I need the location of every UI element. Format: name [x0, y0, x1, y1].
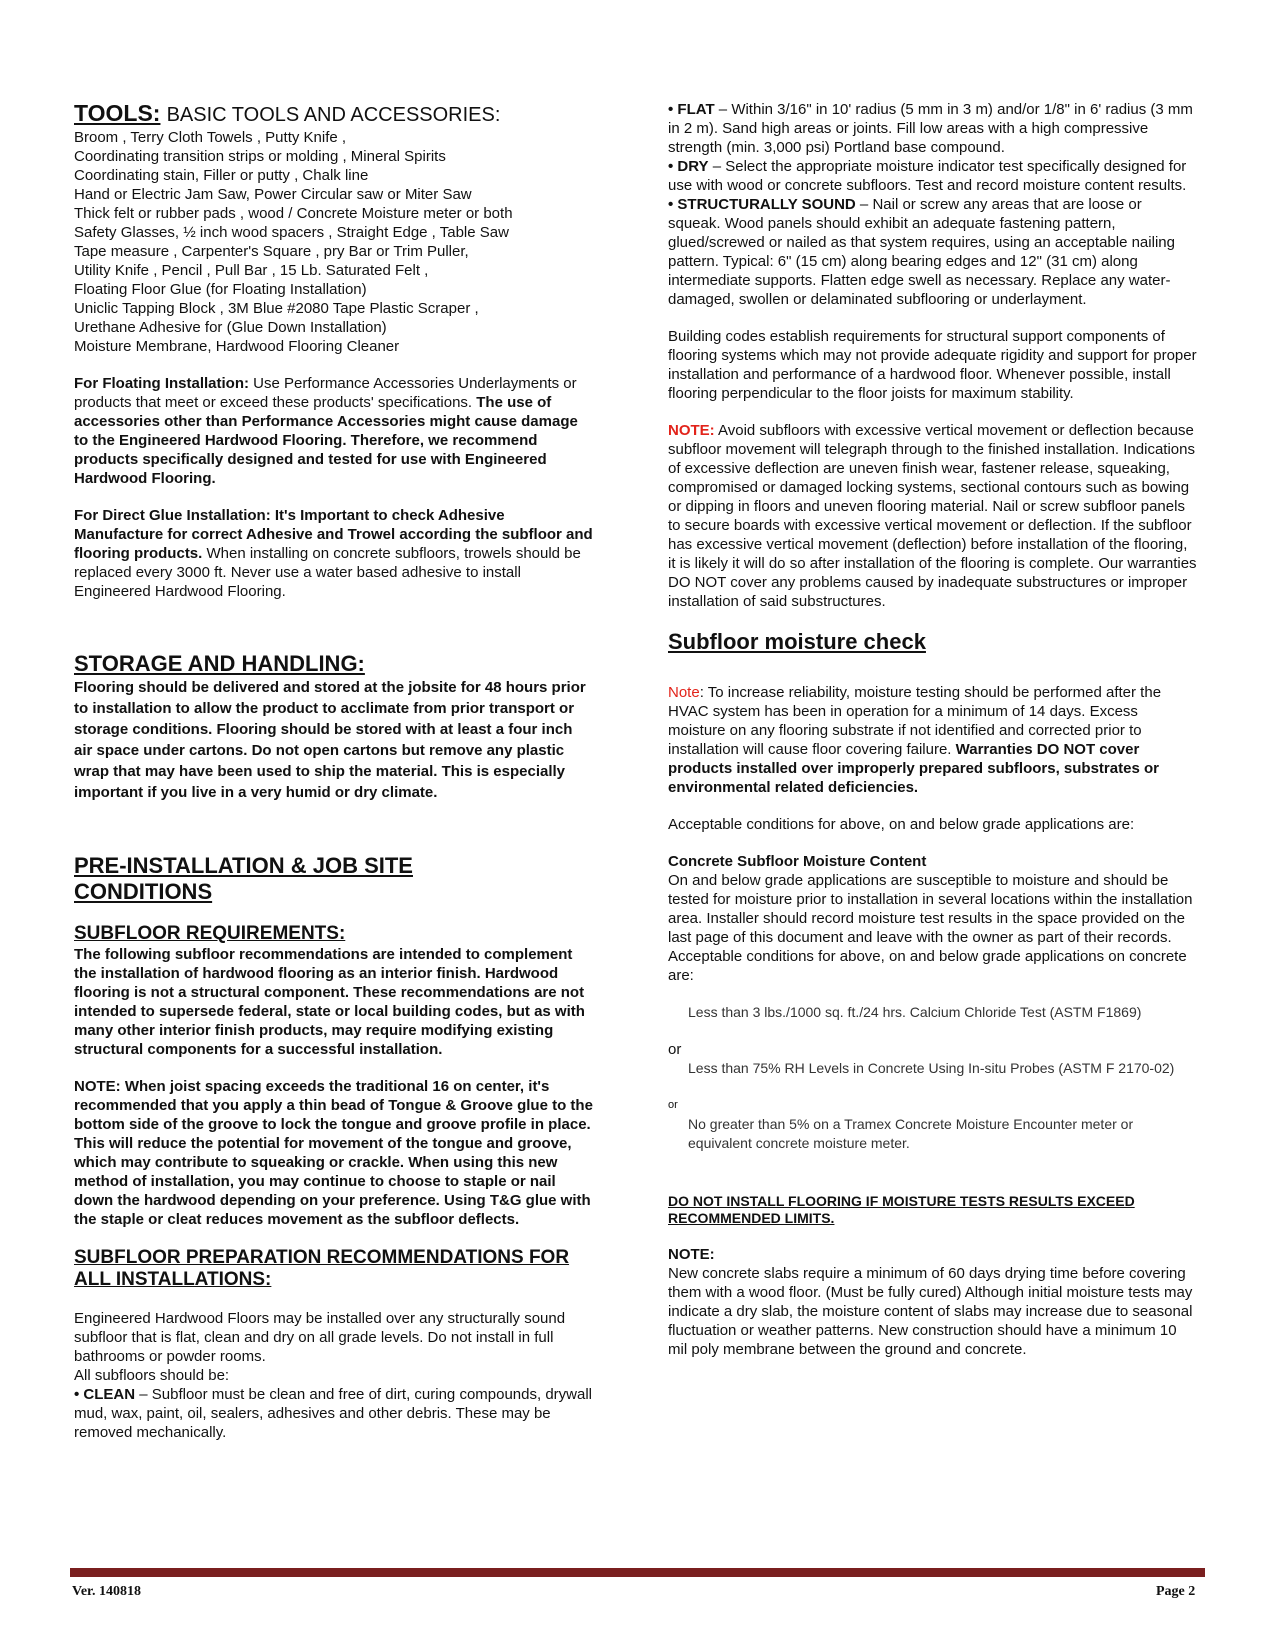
note3-label: NOTE:: [668, 1246, 715, 1263]
sound-text: – Nail or screw any areas that are loose or squeak. Wood panels should exhibit an adequate fastening pattern, glued/screwed or nailed as that system requires, using an acceptable nailing pattern. Typical: 6" (15 cm) along bearing edges and 12" (31 cm) along intermediate supports. Flatten edge swell as necessary. Replace any water-damaged, swollen or delaminated subflooring or underlayment.: [668, 196, 1175, 308]
tools-line: Tape measure , Carpenter's Square , pry Bar or Trim Puller,: [74, 243, 469, 260]
tools-list: [74, 128, 594, 356]
tools-line: Thick felt or rubber pads , wood / Concrete Moisture meter or both: [74, 205, 513, 222]
acceptable-text: Acceptable conditions for above, on and below grade applications are:: [668, 816, 1135, 833]
note2-label: Note: [668, 684, 700, 701]
or-2: or: [668, 1099, 678, 1111]
glue-text: When installing on concrete subfloors, trowels should be replaced every 3000 ft. Never use a water based adhesive to install Engineered Hardwood Flooring.: [74, 545, 581, 600]
floating-paragraph: [74, 374, 594, 488]
tools-line: Safety Glasses, ½ inch wood spacers , Straight Edge , Table Saw: [74, 224, 509, 241]
or-1: or: [668, 1041, 682, 1058]
tools-line: Urethane Adhesive for (Glue Down Installation): [74, 319, 387, 336]
moisture-note: [668, 683, 1198, 797]
moisture-warning: DO NOT INSTALL FLOORING IF MOISTURE TESTS RESULTS EXCEED RECOMMENDED LIMITS.: [668, 1193, 1135, 1226]
sound-label: • STRUCTURALLY SOUND: [668, 196, 856, 213]
tools-line: Broom , Terry Cloth Towels , Putty Knife ,: [74, 129, 347, 146]
tools-line: Floating Floor Glue (for Floating Installation): [74, 281, 367, 298]
tools-line: Coordinating transition strips or molding , Mineral Spirits: [74, 148, 446, 165]
dry-text: – Select the appropriate moisture indicator test specifically designed for use with wood or concrete subfloors. Test and record moisture content results.: [668, 158, 1187, 194]
note2-text: : To increase reliability, moisture testing should be performed after the HVAC system has been in operation for a minimum of 14 days. Excess moisture on any flooring substrate if not identified and corrected prior to installation will cause floor covering failure.: [668, 684, 1162, 758]
flat-paragraph: [668, 100, 1198, 157]
tools-line: Hand or Electric Jam Saw, Power Circular saw or Miter Saw: [74, 186, 472, 203]
floating-bold: The use of accessories other than Performance Accessories might cause damage to the Engineered Hardwood Flooring. Therefore, we recommend products specifically designed and tested for use with Engineered Hardwood Flooring.: [74, 394, 578, 487]
floating-text: Use Performance Accessories Underlayments or products that meet or exceed these products' specifications.: [74, 375, 577, 411]
storage-heading: STORAGE AND HANDLING:: [74, 651, 365, 676]
warranty-bold: Warranties DO NOT cover products installed over improperly prepared subfloors, substrates or environmental related deficiencies.: [668, 741, 1159, 796]
tools-heading: [74, 100, 594, 128]
note-label: NOTE:: [668, 422, 715, 439]
concrete-text: On and below grade applications are susceptible to moisture and should be tested for moisture prior to installation in several locations within the installation area. Installer should record moisture test results in the space provided on the last page of this document and leave with the owner as part of their records. Acceptable conditions for above, on and below grade applications on concrete are:: [668, 872, 1193, 984]
dry-label: • DRY: [668, 158, 709, 175]
deflection-note: [668, 421, 1198, 611]
moisture-heading: Subfloor moisture check: [668, 629, 926, 654]
right-column: [668, 100, 1198, 1359]
clean-paragraph: [74, 1385, 594, 1442]
tools-line: Utility Knife , Pencil , Pull Bar , 15 Lb. Saturated Felt ,: [74, 262, 429, 279]
prep-text: Engineered Hardwood Floors may be installed over any structurally sound subfloor that is flat, clean and dry on all grade levels. Do not install in full bathrooms or powder rooms.: [74, 1310, 566, 1365]
page-number: Page 2: [1156, 1584, 1196, 1599]
concrete-heading: Concrete Subfloor Moisture Content: [668, 853, 927, 870]
subfloor-req-heading: SUBFLOOR REQUIREMENTS:: [74, 923, 346, 944]
prep-should: All subfloors should be:: [74, 1367, 230, 1384]
tools-title: TOOLS:: [74, 100, 161, 126]
flat-label: • FLAT: [668, 101, 715, 118]
subfloor-req-text: The following subfloor recommendations are intended to complement the installation of hardwood flooring as an interior finish. Hardwood flooring is not a structural component. These recommendations are not intended to supersede federal, state or local building codes, but as with many other interior finish products, may require modifying existing structural components for a successful installation.: [74, 946, 585, 1058]
clean-text: – Subfloor must be clean and free of dirt, curing compounds, drywall mud, wax, paint, oil, sealers, adhesives and other debris. These may be removed mechanically.: [74, 1386, 593, 1441]
version-label: Ver. 140818: [72, 1584, 141, 1599]
clean-label: • CLEAN: [74, 1386, 136, 1403]
preinstall-heading: PRE-INSTALLATION & JOB SITE CONDITIONS: [74, 853, 413, 904]
dry-paragraph: [668, 157, 1198, 195]
sound-paragraph: [668, 195, 1198, 309]
left-column: [74, 100, 594, 1442]
prep-heading: SUBFLOOR PREPARATION RECOMMENDATIONS FOR ALL INSTALLATIONS:: [74, 1247, 570, 1290]
test-3: No greater than 5% on a Tramex Concrete Moisture Encounter meter or equivalent concrete moisture meter.: [688, 1116, 1134, 1151]
flat-text: – Within 3/16" in 10' radius (5 mm in 3 m) and/or 1/8" in 6' radius (3 mm in 2 m). Sand high areas or joints. Fill low areas with a high compressive strength (min. 3,000 psi) Portland base compound.: [668, 101, 1193, 156]
footer-bar: [70, 1568, 1205, 1577]
tools-line: Coordinating stain, Filler or putty , Chalk line: [74, 167, 369, 184]
floating-label: For Floating Installation:: [74, 375, 249, 392]
tools-line: Uniclic Tapping Block , 3M Blue #2080 Tape Plastic Scraper ,: [74, 300, 479, 317]
test-2: Less than 75% RH Levels in Concrete Using In-situ Probes (ASTM F 2170-02): [688, 1060, 1175, 1076]
tools-line: Moisture Membrane, Hardwood Flooring Cleaner: [74, 338, 400, 355]
storage-text: Flooring should be delivered and stored at the jobsite for 48 hours prior to installation to allow the product to acclimate from prior transport or storage conditions. Flooring should be stored with at least a four inch air space under cartons. Do not open cartons but remove any plastic wrap that may have been used to ship the material. This is especially important if you live in a very humid or dry climate.: [74, 679, 586, 801]
glue-bold: For Direct Glue Installation: It's Important to check Adhesive Manufacture for correct Adhesive and Trowel according the subfloor and flooring products.: [74, 507, 593, 562]
glue-paragraph: [74, 506, 594, 601]
note-text: Avoid subfloors with excessive vertical movement or deflection because subfloor movement will telegraph through to the finished installation. Indications of excessive deflection are uneven finish wear, fastener release, squeaking, compromised or damaged locking systems, sectional contours such as bowing or dipping in floors and uneven flooring material. Nail or screw subfloor panels to secure boards with excessive vertical movement or deflection. If the subfloor has excessive vertical movement (deflection) before installation of the flooring, it is likely it will do so after installation of the flooring is complete. Our warranties DO NOT cover any problems caused by inadequate substructures or improper installation of said substructures.: [668, 422, 1197, 610]
note3-text: New concrete slabs require a minimum of 60 days drying time before covering them with a wood floor. (Must be fully cured) Although initial moisture tests may indicate a dry slab, the moisture content of slabs may increase due to seasonal fluctuation or weather patterns. New construction should have a minimum 10 mil poly membrane between the ground and concrete.: [668, 1265, 1193, 1358]
tools-subtitle: BASIC TOOLS AND ACCESSORIES:: [166, 104, 501, 126]
joist-note: NOTE: When joist spacing exceeds the traditional 16 on center, it's recommended that you apply a thin bead of Tongue & Groove glue to the bottom side of the groove to lock the tongue and groove profile in place. This will reduce the potential for movement of the tongue and groove, which may contribute to squeaking or crackle. When using this new method of installation, you may continue to choose to staple or nail down the hardwood depending on your preference. Using T&G glue with the staple or cleat reduces movement as the subfloor deflects.: [74, 1078, 593, 1228]
test-1: Less than 3 lbs./1000 sq. ft./24 hrs. Calcium Chloride Test (ASTM F1869): [688, 1004, 1142, 1020]
codes-text: Building codes establish requirements for structural support components of flooring systems which may not provide adequate rigidity and support for proper installation and performance of a hardwood floor. Whenever possible, install flooring perpendicular to the floor joists for maximum stability.: [668, 328, 1197, 402]
